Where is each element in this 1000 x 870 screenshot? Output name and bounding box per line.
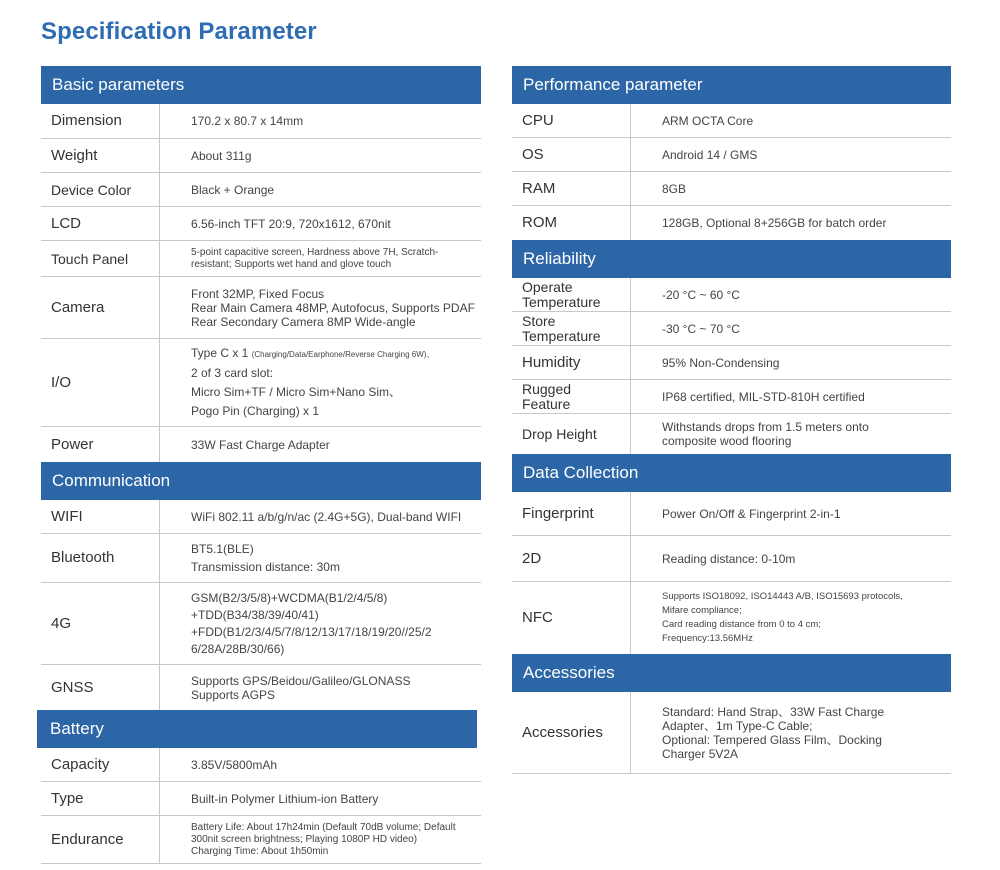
label-line: Store bbox=[522, 312, 556, 329]
spec-label: Capacity bbox=[41, 748, 160, 781]
spec-row-4g bbox=[41, 583, 481, 665]
value-line: Supports ISO18092, ISO14443 A/B, ISO15693 protocols, bbox=[662, 591, 903, 602]
value-line: 300nit screen brightness; Playing 1080P HD video) bbox=[191, 833, 418, 845]
value-line: composite wood flooring bbox=[662, 434, 792, 448]
value-line: Mifare compliance; bbox=[662, 605, 742, 616]
spec-value: 6.56-inch TFT 20:9, 720x1612, 670nit bbox=[191, 216, 391, 231]
spec-label: 2D bbox=[512, 536, 631, 581]
spec-row-rom bbox=[512, 206, 951, 240]
spec-value: 95% Non-Condensing bbox=[662, 355, 780, 370]
value-line: Adapter、1m Type-C Cable; bbox=[662, 718, 813, 733]
spec-value bbox=[160, 247, 438, 271]
value-line: Charging Time: About 1h50min bbox=[191, 845, 329, 857]
spec-value: Black + Orange bbox=[191, 182, 275, 197]
value-line: resistant; Supports wet hand and glove touch bbox=[191, 258, 392, 270]
spec-value: 170.2 x 80.7 x 14mm bbox=[191, 114, 304, 128]
spec-row-gnss bbox=[41, 665, 481, 710]
spec-value: Built-in Polymer Lithium-ion Battery bbox=[191, 791, 379, 806]
value-line: Pogo Pin (Charging) x 1 bbox=[191, 404, 320, 418]
value-line: BT5.1(BLE) bbox=[191, 542, 254, 556]
section-header-accessories: Accessories bbox=[512, 654, 951, 692]
spec-value: Android 14 / GMS bbox=[662, 147, 758, 162]
spec-row-humidity bbox=[512, 346, 951, 380]
value-line: 6/28A/28B/30/66) bbox=[191, 641, 285, 656]
spec-value bbox=[631, 705, 884, 761]
spec-label: Camera bbox=[41, 277, 160, 338]
spec-value: 3.85V/5800mAh bbox=[191, 757, 278, 772]
label-line: Operate bbox=[522, 278, 573, 295]
spec-row-endurance bbox=[41, 816, 481, 864]
spec-row-drop-height bbox=[512, 414, 951, 454]
spec-row-store-temperature bbox=[512, 312, 951, 346]
value-line: Supports GPS/Beidou/Galileo/GLONASS bbox=[191, 673, 411, 688]
spec-row-bluetooth bbox=[41, 534, 481, 583]
value-line: GSM(B2/3/5/8)+WCDMA(B1/2/4/5/8) bbox=[191, 590, 388, 605]
value-line bbox=[191, 344, 434, 364]
value-line: Card reading distance from 0 to 4 cm; bbox=[662, 619, 821, 630]
spec-label: CPU bbox=[512, 104, 631, 137]
value-line: Battery Life: About 17h24min (Default 70dB volume; Default bbox=[191, 821, 456, 833]
spec-row-power bbox=[41, 427, 481, 462]
spec-label: 4G bbox=[41, 583, 160, 664]
spec-label bbox=[512, 278, 631, 311]
spec-row-nfc bbox=[512, 582, 951, 654]
label-line: Feature bbox=[522, 395, 571, 412]
spec-value: IP68 certified, MIL-STD-810H certified bbox=[662, 389, 865, 404]
section-header-data-collection: Data Collection bbox=[512, 454, 951, 492]
spec-value bbox=[631, 590, 903, 646]
spec-label: LCD bbox=[41, 207, 160, 240]
spec-label: NFC bbox=[512, 582, 631, 654]
spec-value: About 311g bbox=[191, 148, 252, 163]
spec-label: OS bbox=[512, 138, 631, 171]
section-header-reliability: Reliability bbox=[512, 240, 951, 278]
spec-row-camera bbox=[41, 277, 481, 339]
spec-label: Drop Height bbox=[512, 414, 631, 454]
spec-value: ARM OCTA Core bbox=[662, 113, 754, 128]
spec-value: 128GB, Optional 8+256GB for batch order bbox=[662, 216, 887, 230]
spec-row-capacity bbox=[41, 748, 481, 782]
spec-value: -20 °C ~ 60 °C bbox=[662, 287, 740, 302]
spec-value bbox=[160, 590, 432, 658]
spec-label: Accessories bbox=[512, 692, 631, 773]
spec-label: Humidity bbox=[512, 346, 631, 379]
spec-label: Device Color bbox=[41, 173, 160, 206]
spec-value bbox=[160, 287, 475, 329]
spec-row-cpu bbox=[512, 104, 951, 138]
spec-label: WIFI bbox=[41, 500, 160, 533]
spec-value bbox=[160, 674, 410, 702]
spec-label bbox=[512, 312, 631, 345]
value-line: Withstands drops from 1.5 meters onto bbox=[662, 420, 869, 434]
spec-row-weight bbox=[41, 139, 481, 173]
spec-value bbox=[631, 420, 869, 448]
value-line: Rear Secondary Camera 8MP Wide-angle bbox=[191, 314, 416, 329]
page-title: Specification Parameter bbox=[41, 18, 317, 45]
section-header-performance: Performance parameter bbox=[512, 66, 951, 104]
left-column bbox=[41, 66, 481, 864]
spec-label: I/O bbox=[41, 339, 160, 426]
spec-row-device-color bbox=[41, 173, 481, 207]
value-line: Frequency:13.56MHz bbox=[662, 633, 753, 644]
spec-value: -30 °C ~ 70 °C bbox=[662, 321, 740, 336]
value-line: Front 32MP, Fixed Focus bbox=[191, 286, 325, 301]
spec-row-type bbox=[41, 782, 481, 816]
spec-value bbox=[160, 540, 340, 576]
section-header-basic: Basic parameters bbox=[41, 66, 481, 104]
spec-row-fingerprint bbox=[512, 492, 951, 536]
spec-value: 8GB bbox=[662, 181, 687, 196]
spec-row-2d bbox=[512, 536, 951, 582]
io-type-c: Type C x 1 bbox=[191, 346, 249, 360]
io-type-c-note: (Charging/Data/Earphone/Reverse Charging 6W)、 bbox=[251, 350, 435, 359]
value-line: +FDD(B1/2/3/4/5/7/8/12/13/17/18/19/20//25/2 bbox=[191, 624, 432, 639]
value-line: Supports AGPS bbox=[191, 687, 276, 702]
value-line: Rear Main Camera 48MP, Autofocus, Supports PDAF bbox=[191, 300, 475, 315]
spec-label: Weight bbox=[41, 139, 160, 172]
spec-label: Dimension bbox=[41, 104, 160, 138]
spec-row-operate-temperature bbox=[512, 278, 951, 312]
spec-label: GNSS bbox=[41, 665, 160, 710]
spec-row-rugged-feature bbox=[512, 380, 951, 414]
label-line: Rugged bbox=[522, 380, 572, 397]
spec-label: Type bbox=[41, 782, 160, 815]
section-header-communication: Communication bbox=[41, 462, 481, 500]
spec-row-os bbox=[512, 138, 951, 172]
spec-row-wifi bbox=[41, 500, 481, 534]
spec-label: Power bbox=[41, 427, 160, 462]
spec-row-ram bbox=[512, 172, 951, 206]
spec-label: RAM bbox=[512, 172, 631, 205]
spec-value bbox=[160, 822, 456, 858]
value-line: Transmission distance: 30m bbox=[191, 560, 340, 574]
section-header-battery: Battery bbox=[37, 710, 477, 748]
value-line: Charger 5V2A bbox=[662, 746, 739, 761]
label-line: Temperature bbox=[522, 293, 601, 310]
spec-value: Power On/Off & Fingerprint 2-in-1 bbox=[662, 506, 841, 521]
spec-label: Fingerprint bbox=[512, 492, 631, 535]
spec-value: WiFi 802.11 a/b/g/n/ac (2.4G+5G), Dual-band WIFI bbox=[191, 509, 462, 524]
value-line: 5-point capacitive screen, Hardness above 7H, Scratch- bbox=[191, 246, 439, 258]
spec-label bbox=[512, 380, 631, 413]
value-line: Optional: Tempered Glass Film、Docking bbox=[662, 732, 882, 747]
spec-row-accessories bbox=[512, 692, 951, 774]
spec-value: 33W Fast Charge Adapter bbox=[191, 437, 330, 452]
spec-label: Endurance bbox=[41, 816, 160, 863]
value-line: Micro Sim+TF / Micro Sim+Nano Sim、 bbox=[191, 385, 402, 399]
spec-row-lcd bbox=[41, 207, 481, 241]
spec-row-dimension bbox=[41, 104, 481, 139]
value-line: Standard: Hand Strap、33W Fast Charge bbox=[662, 704, 885, 719]
spec-row-touch-panel bbox=[41, 241, 481, 277]
value-line: +TDD(B34/38/39/40/41) bbox=[191, 607, 319, 622]
spec-label: Touch Panel bbox=[41, 241, 160, 276]
spec-row-io bbox=[41, 339, 481, 427]
spec-label: Bluetooth bbox=[41, 534, 160, 582]
spec-value: Reading distance: 0-10m bbox=[662, 551, 796, 566]
right-column bbox=[512, 66, 951, 774]
spec-label: ROM bbox=[512, 206, 631, 240]
label-line: Temperature bbox=[522, 327, 601, 344]
value-line: 2 of 3 card slot: bbox=[191, 366, 274, 380]
spec-value bbox=[160, 344, 434, 421]
